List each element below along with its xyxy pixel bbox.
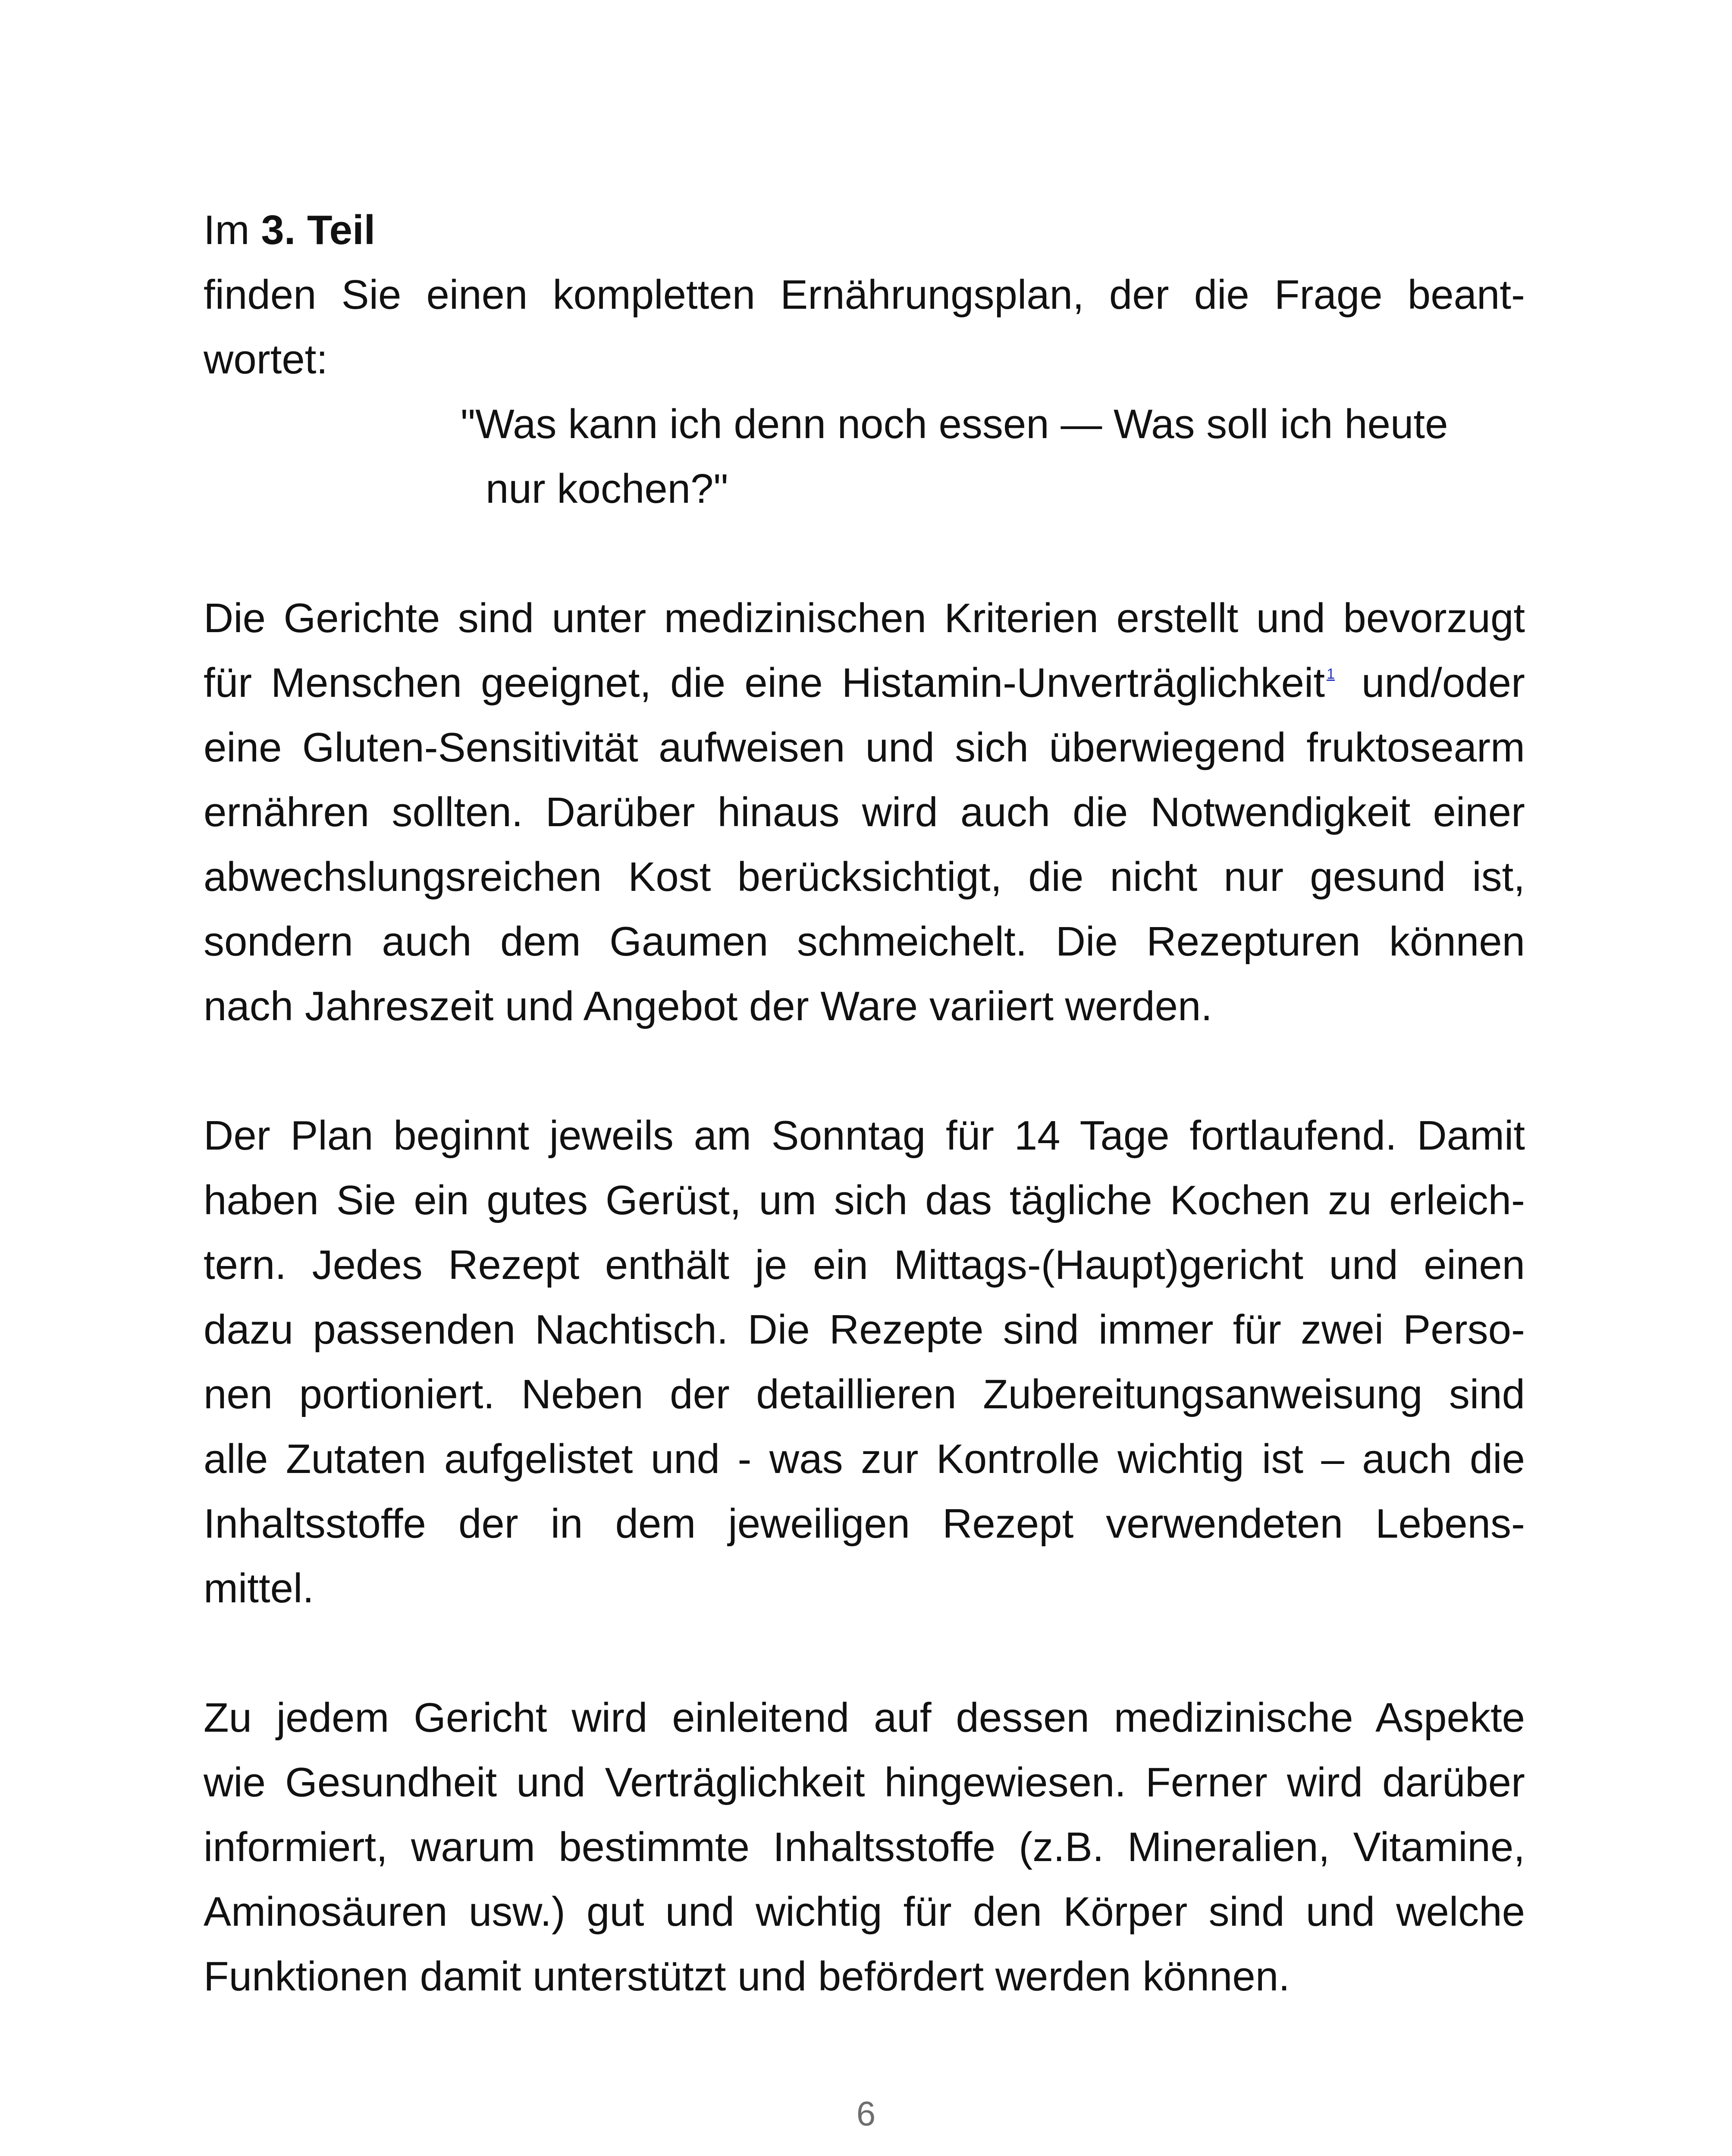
p1-line-5: abwechslungsreichen Kost berücksichtigt, die nicht nur gesund ist, — [204, 854, 1525, 900]
quote-line-2: nur kochen?" — [486, 466, 728, 512]
paragraph-3 — [204, 1686, 1525, 2009]
p2-line-2: haben Sie ein gutes Gerüst, um sich das tägliche Kochen zu erleich- — [204, 1177, 1525, 1223]
p2-line-8: mittel. — [204, 1565, 314, 1611]
p1-line-6: sondern auch dem Gaumen schmeichelt. Die Rezepturen können — [204, 918, 1525, 965]
intro-section — [204, 198, 1525, 392]
quote-line-1: "Was kann ich denn noch essen — Was soll ich heute — [461, 401, 1448, 447]
p1-line-1: Die Gerichte sind unter medizinischen Kriterien erstellt und bevorzugt — [204, 595, 1525, 641]
p2-line-4: dazu passenden Nachtisch. Die Rezepte sind immer für zwei Perso- — [204, 1307, 1525, 1353]
intro-line-2: finden Sie einen kompletten Ernährungsplan, der die Frage beant- — [204, 272, 1525, 318]
p3-line-4: Aminosäuren usw.) gut und wichtig für den Körper sind und welche — [204, 1889, 1525, 1935]
page-number: 6 — [856, 2094, 876, 2133]
p1-line-2 — [204, 651, 1525, 715]
p3-line-2: wie Gesundheit und Verträglichkeit hingewiesen. Ferner wird darüber — [204, 1759, 1525, 1805]
intro-heading-line — [204, 198, 1525, 263]
p1-line-7: nach Jahreszeit und Angebot der Ware variiert werden. — [204, 983, 1213, 1029]
p2-line-1: Der Plan beginnt jeweils am Sonntag für 14 Tage fortlaufend. Damit — [204, 1112, 1525, 1159]
paragraph-2 — [204, 1103, 1525, 1621]
part-label: 3. Teil — [261, 207, 376, 253]
intro-prefix: Im — [204, 207, 261, 253]
p1-line-2-start: für Menschen geeignet, die eine Histamin-Unverträglichkeit — [204, 660, 1325, 706]
paragraph-1 — [204, 586, 1525, 1039]
p2-line-3: tern. Jedes Rezept enthält je ein Mittags-(Haupt)gericht und einen — [204, 1242, 1525, 1288]
p1-line-3: eine Gluten-Sensitivität aufweisen und sich überwiegend fruktosearm — [204, 724, 1525, 771]
p1-line-4: ernähren sollten. Darüber hinaus wird auch die Notwendigkeit einer — [204, 789, 1525, 835]
p2-line-7: Inhaltsstoffe der in dem jeweiligen Rezept verwendeten Lebens- — [204, 1501, 1525, 1547]
p2-line-5: nen portioniert. Neben der detaillieren Zubereitungsanweisung sind — [204, 1371, 1525, 1417]
footnote-link[interactable]: 1 — [1327, 666, 1335, 682]
p3-line-3: informiert, warum bestimmte Inhaltsstoffe (z.B. Mineralien, Vitamine, — [204, 1824, 1525, 1870]
intro-line-3: wortet: — [204, 336, 328, 382]
p3-line-5: Funktionen damit unterstützt und befördert werden können. — [204, 1953, 1290, 1999]
p2-line-6: alle Zutaten aufgelistet und - was zur Kontrolle wichtig ist – auch die — [204, 1436, 1525, 1482]
p3-line-1: Zu jedem Gericht wird einleitend auf dessen medizinische Aspekte — [204, 1695, 1525, 1741]
p1-line-2-end: und/oder — [1362, 660, 1525, 706]
